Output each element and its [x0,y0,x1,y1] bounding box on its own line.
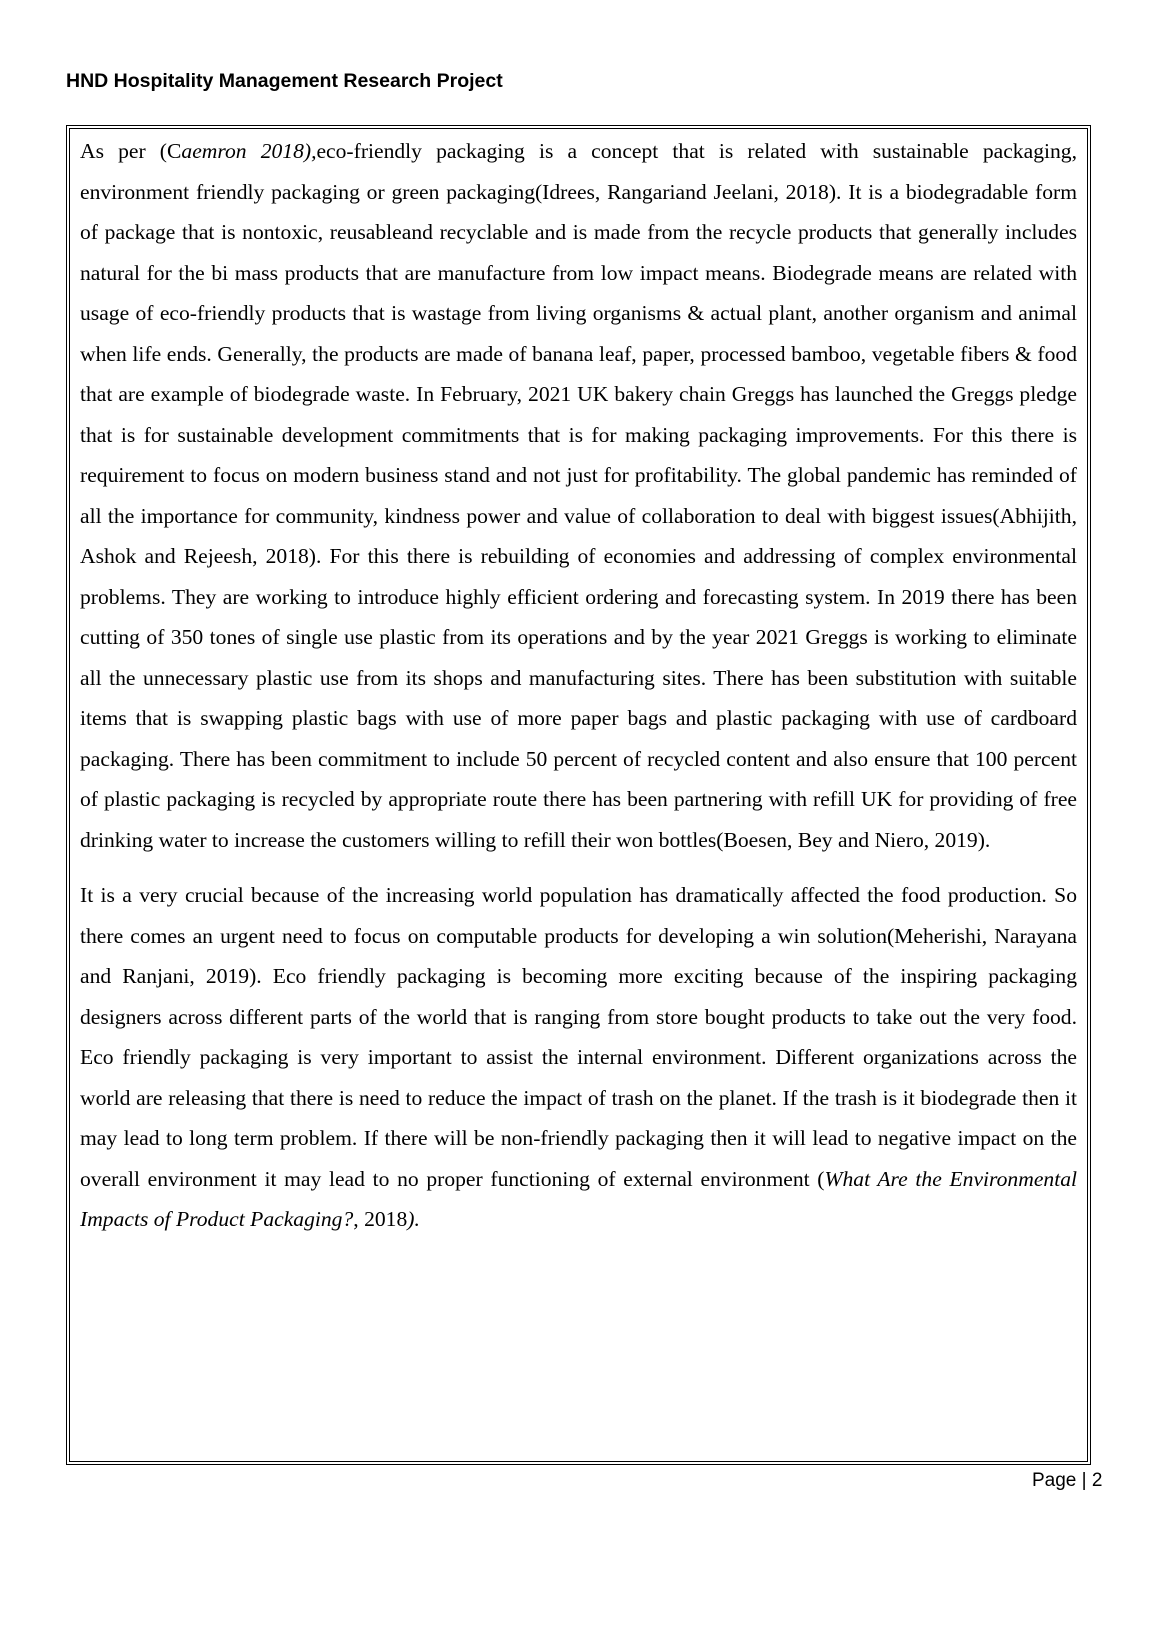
paragraph-1-body: eco-friendly packaging is a concept that is related with sustainable packaging, environment friendly packaging or green packaging(Idrees, Rangariand Jeelani, 2018). It is a biodegradable form of package that is nontoxic, reusableand recyclable and is made from the recycle products that generally includes natural for the bi mass products that are manufacture from low impact means. Biodegrade means are related with usage of eco-friendly products that is wastage from living organisms & actual plant, another organism and animal when life ends. Generally, the products are made of banana leaf, paper, processed bamboo, vegetable fibers & food that are example of biodegrade waste. In February, 2021 UK bakery chain Greggs has launched the Greggs pledge that is for sustainable development commitments that is for making packaging improvements. For this there is requirement to focus on modern business stand and not just for profitability. The global pandemic has reminded of all the importance for community, kindness power and value of collaboration to deal with biggest issues(Abhijith, Ashok and Rejeesh, 2018). For this there is rebuilding of economies and addressing of complex environmental problems. They are working to introduce highly efficient ordering and forecasting system. In 2019 there has been cutting of 350 tones of single use plastic from its operations and by the year 2021 Greggs is working to eliminate all the unnecessary plastic use from its shops and manufacturing sites. There has been substitution with suitable items that is swapping plastic bags with use of more paper bags and plastic packaging with use of cardboard packaging. There has been commitment to include 50 percent of recycled content and also ensure that 100 percent of plastic packaging is recycled by appropriate route there has been partnering with refill UK for providing of free drinking water to increase the customers willing to refill their won bottles(Boesen, Bey and Niero, 2019). [80,139,1077,852]
paragraph-2 [80,875,1077,1240]
page-number: Page | 2 [1032,1470,1103,1491]
paragraph-2-close: ). [407,1207,420,1231]
paragraph-2-year: , 2018 [353,1207,408,1231]
paragraph-2-citation: What Are the Environmental Impacts of Product Packaging? [80,1166,1077,1231]
paragraph-1-lead: As per (C [80,139,182,163]
content-box [66,125,1091,1465]
paragraph-1 [80,131,1077,860]
paragraph-1-citation: aemron 2018), [181,139,317,163]
paragraph-2-body: It is a very crucial because of the increasing world population has dramatically affected the food production. So there comes an urgent need to focus on computable products for developing a win solution(Meherishi, Narayana and Ranjani, 2019). Eco friendly packaging is becoming more exciting because of the inspiring packaging designers across different parts of the world that is ranging from store bought products to take out the very food. Eco friendly packaging is very important to assist the internal environment. Different organizations across the world are releasing that there is need to reduce the impact of trash on the planet. If the trash is it biodegrade then it may lead to long term problem. If there will be non-friendly packaging then it will lead to negative impact on the overall environment it may lead to no proper functioning of external environment ( [80,883,1077,1191]
document-header: HND Hospitality Management Research Project [66,70,503,92]
